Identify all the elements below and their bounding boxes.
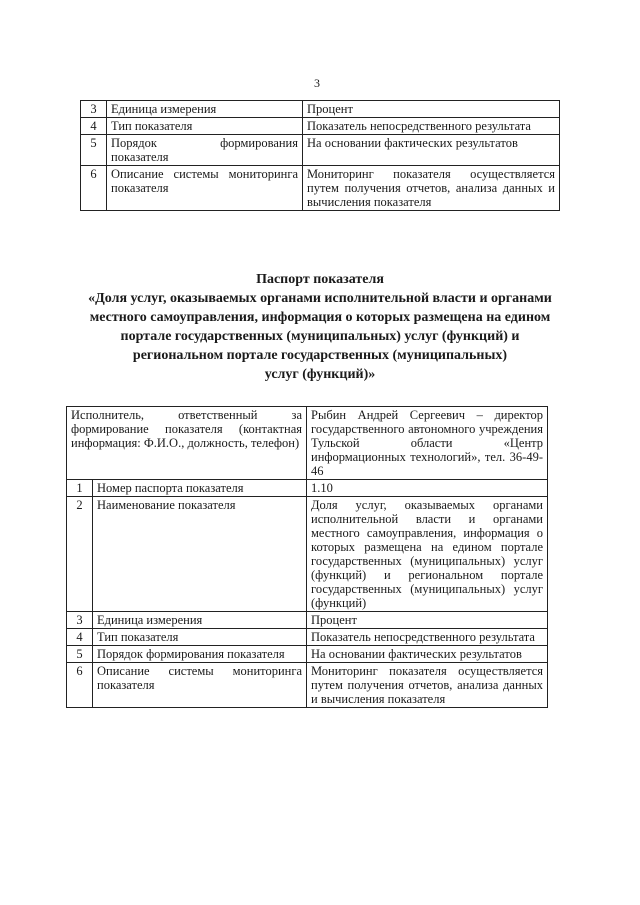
row-value: На основании фактических результатов	[303, 135, 560, 166]
table-row	[67, 480, 548, 497]
row-label: Порядок формирования показателя	[93, 646, 307, 663]
table-row	[67, 646, 548, 663]
row-number: 4	[67, 629, 93, 646]
passport-title: Паспорт показателя	[256, 272, 384, 287]
page-number: 3	[314, 76, 320, 90]
row-label: Тип показателя	[93, 629, 307, 646]
row-number: 4	[81, 118, 107, 135]
table-row	[67, 663, 548, 708]
row-number: 5	[81, 135, 107, 166]
indicator-name-line: «Доля услуг, оказываемых органами исполнительной власти и органами	[88, 291, 552, 306]
executor-label: Исполнитель, ответственный за формирование показателя (контактная информация: Ф.И.О., должность, телефон)	[67, 407, 307, 480]
table-row	[67, 497, 548, 612]
row-number: 5	[67, 646, 93, 663]
row-value: Мониторинг показателя осуществляется путем получения отчетов, анализа данных и вычисления показателя	[307, 663, 548, 708]
row-number: 3	[67, 612, 93, 629]
executor-value: Рыбин Андрей Сергеевич – директор государственного автономного учреждения Тульской области «Центр информационных технологий», тел. 36-49-46	[307, 407, 548, 480]
row-label: Описание системы мониторинга показателя	[93, 663, 307, 708]
row-label: Единица измерения	[93, 612, 307, 629]
table-row	[67, 612, 548, 629]
row-number: 6	[67, 663, 93, 708]
row-value: 1.10	[307, 480, 548, 497]
row-number: 3	[81, 101, 107, 118]
indicator-table-continued	[80, 100, 560, 211]
row-value: Показатель непосредственного результата	[307, 629, 548, 646]
indicator-passport-table	[66, 406, 548, 708]
row-value: Процент	[307, 612, 548, 629]
indicator-name-line: местного самоуправления, информация о которых размещена на едином	[89, 310, 551, 325]
row-label: Номер паспорта показателя	[93, 480, 307, 497]
row-number: 1	[67, 480, 93, 497]
passport-heading	[60, 270, 580, 384]
indicator-name-line: региональном портале государственных (муниципальных)	[132, 348, 508, 363]
executor-row	[67, 407, 548, 480]
row-label: Наименование показателя	[93, 497, 307, 612]
indicator-name-line: портале государственных (муниципальных) услуг (функций) и	[120, 329, 520, 344]
row-value: Показатель непосредственного результата	[303, 118, 560, 135]
row-value: На основании фактических результатов	[307, 646, 548, 663]
indicator-name-line: услуг (функций)»	[264, 367, 376, 382]
row-value: Процент	[303, 101, 560, 118]
table-row	[67, 629, 548, 646]
row-label: Единица измерения	[107, 101, 303, 118]
row-value: Доля услуг, оказываемых органами исполнительной власти и органами местного самоуправления, информация о которых размещена на едином портале государственных (муниципальных) услуг (функций) и региональном портале государственных (муниципальных) услуг (функций)	[307, 497, 548, 612]
row-label: Порядок формирования показателя	[107, 135, 303, 166]
row-number: 2	[67, 497, 93, 612]
row-label: Описание системы мониторинга показателя	[107, 166, 303, 211]
table-row	[81, 118, 560, 135]
table-row	[81, 101, 560, 118]
row-label: Тип показателя	[107, 118, 303, 135]
table-row	[81, 135, 560, 166]
table-row	[81, 166, 560, 211]
row-number: 6	[81, 166, 107, 211]
row-value: Мониторинг показателя осуществляется путем получения отчетов, анализа данных и вычисления показателя	[303, 166, 560, 211]
